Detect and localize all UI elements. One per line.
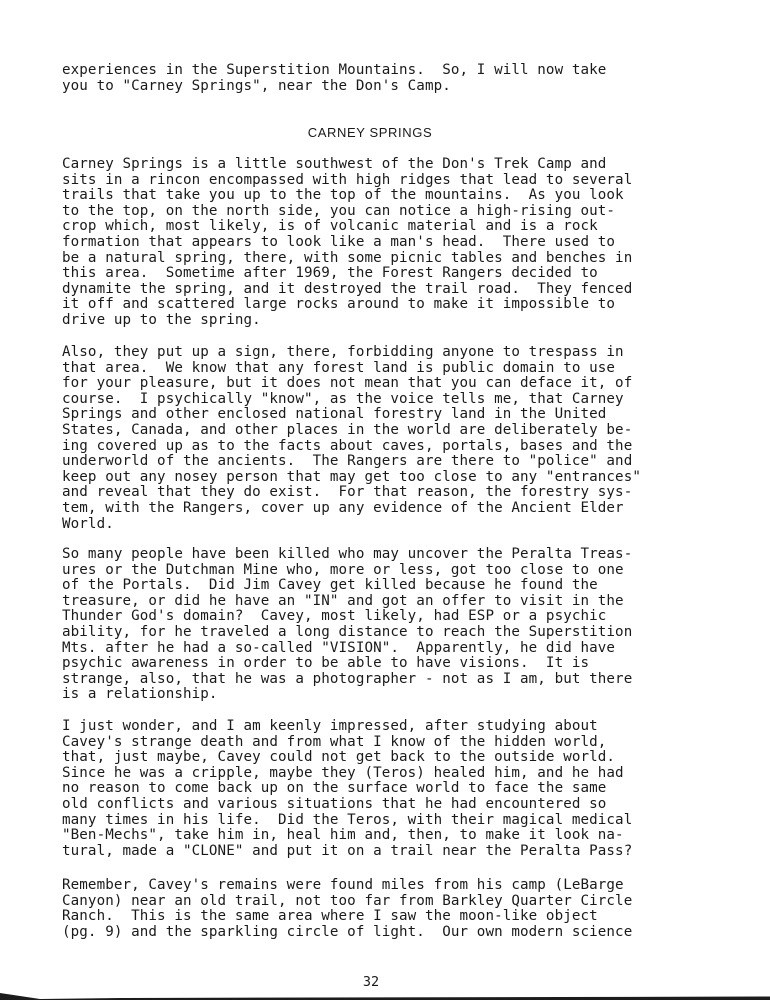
paragraph-4	[62, 719, 702, 859]
text-line: tural, made a "CLONE" and put it on a trail near the Peralta Pass?	[62, 842, 633, 859]
text-line: that, just maybe, Cavey could not get back to the outside world.	[62, 749, 616, 766]
intro-paragraph	[62, 63, 702, 94]
text-line: that area. We know that any forest land is public domain to use	[62, 359, 616, 376]
text-line: ing covered up as to the facts about caves, portals, bases and the	[62, 437, 633, 454]
page-number: 32	[362, 974, 380, 990]
text-line: psychic awareness in order to be able to have visions. It is	[62, 655, 590, 672]
text-line: to the top, on the north side, you can notice a high-rising out-	[62, 202, 616, 219]
text-line: Also, they put up a sign, there, forbidding anyone to trespass in	[62, 344, 624, 360]
text-line: Remember, Cavey's remains were found miles from his camp (LeBarge	[62, 877, 624, 893]
text-line: trails that take you up to the top of the mountains. As you look	[62, 187, 624, 204]
text-line: ures or the Dutchman Mine who, more or less, got too close to one	[62, 561, 624, 578]
text-line: and reveal that they do exist. For that reason, the forestry sys-	[62, 484, 633, 501]
text-line: of the Portals. Did Jim Cavey get killed because he found the	[62, 577, 598, 594]
text-line: dynamite the spring, and it destroyed the trail road. They fenced	[62, 280, 633, 297]
text-line: (pg. 9) and the sparkling circle of light. Our own modern science	[62, 923, 633, 940]
text-line: So many people have been killed who may uncover the Peralta Treas-	[62, 546, 633, 562]
text-line: Cavey's strange death and from what I know of the hidden world,	[62, 733, 607, 750]
text-line: Canyon) near an old trail, not too far from Barkley Quarter Circle	[62, 892, 633, 909]
text-line: strange, also, that he was a photographer - not as I am, but there	[62, 670, 633, 687]
paragraph-3	[62, 547, 702, 703]
text-line: Mts. after he had a so-called "VISION". Apparently, he did have	[62, 639, 616, 656]
text-line: drive up to the spring.	[62, 311, 261, 328]
text-line: sits in a rincon encompassed with high ridges that lead to several	[62, 171, 633, 188]
text-line: for your pleasure, but it does not mean that you can deface it, of	[62, 375, 633, 392]
text-line: many times in his life. Did the Teros, with their magical medical	[62, 811, 633, 828]
text-line: this area. Sometime after 1969, the Forest Rangers decided to	[62, 265, 598, 282]
text-line: underworld of the ancients. The Rangers are there to "police" and	[62, 453, 633, 470]
text-line: course. I psychically "know", as the voice tells me, that Carney	[62, 390, 624, 407]
text-line: crop which, most likely, is of volcanic material and is a rock	[62, 218, 598, 235]
text-line: Ranch. This is the same area where I saw the moon-like object	[62, 908, 598, 925]
text-line: World.	[62, 515, 114, 532]
paragraph-5	[62, 878, 702, 940]
text-line: is a relationship.	[62, 686, 218, 703]
text-line: Since he was a cripple, maybe they (Teros) healed him, and he had	[62, 764, 624, 781]
text-line: keep out any nosey person that may get too close to any "entrances"	[62, 468, 641, 485]
text-line: formation that appears to look like a man's head. There used to	[62, 233, 616, 250]
text-line: experiences in the Superstition Mountains. So, I will now take	[62, 62, 607, 78]
text-line: old conflicts and various situations that he had encountered so	[62, 795, 607, 812]
text-line: no reason to come back up on the surface world to face the same	[62, 780, 607, 797]
text-line: Thunder God's domain? Cavey, most likely, had ESP or a psychic	[62, 608, 607, 625]
text-line: be a natural spring, there, with some picnic tables and benches in	[62, 249, 633, 266]
paragraph-2	[62, 345, 702, 532]
text-line: tem, with the Rangers, cover up any evidence of the Ancient Elder	[62, 499, 624, 516]
text-line: Carney Springs is a little southwest of the Don's Trek Camp and	[62, 156, 607, 172]
text-line: ability, for he traveled a long distance to reach the Superstition	[62, 623, 633, 640]
scan-shadow-edge	[0, 992, 770, 1000]
text-line: you to "Carney Springs", near the Don's Camp.	[62, 77, 451, 94]
text-line: Springs and other enclosed national forestry land in the United	[62, 406, 607, 423]
text-line: "Ben-Mechs", take him in, heal him and, then, to make it look na-	[62, 827, 624, 844]
text-line: treasure, or did he have an "IN" and got an offer to visit in the	[62, 592, 624, 609]
paragraph-1	[62, 157, 702, 329]
section-heading: CARNEY SPRINGS	[307, 125, 433, 140]
text-line: it off and scattered large rocks around to make it impossible to	[62, 296, 616, 313]
text-line: States, Canada, and other places in the world are deliberately be-	[62, 421, 633, 438]
text-line: I just wonder, and I am keenly impressed, after studying about	[62, 718, 598, 734]
